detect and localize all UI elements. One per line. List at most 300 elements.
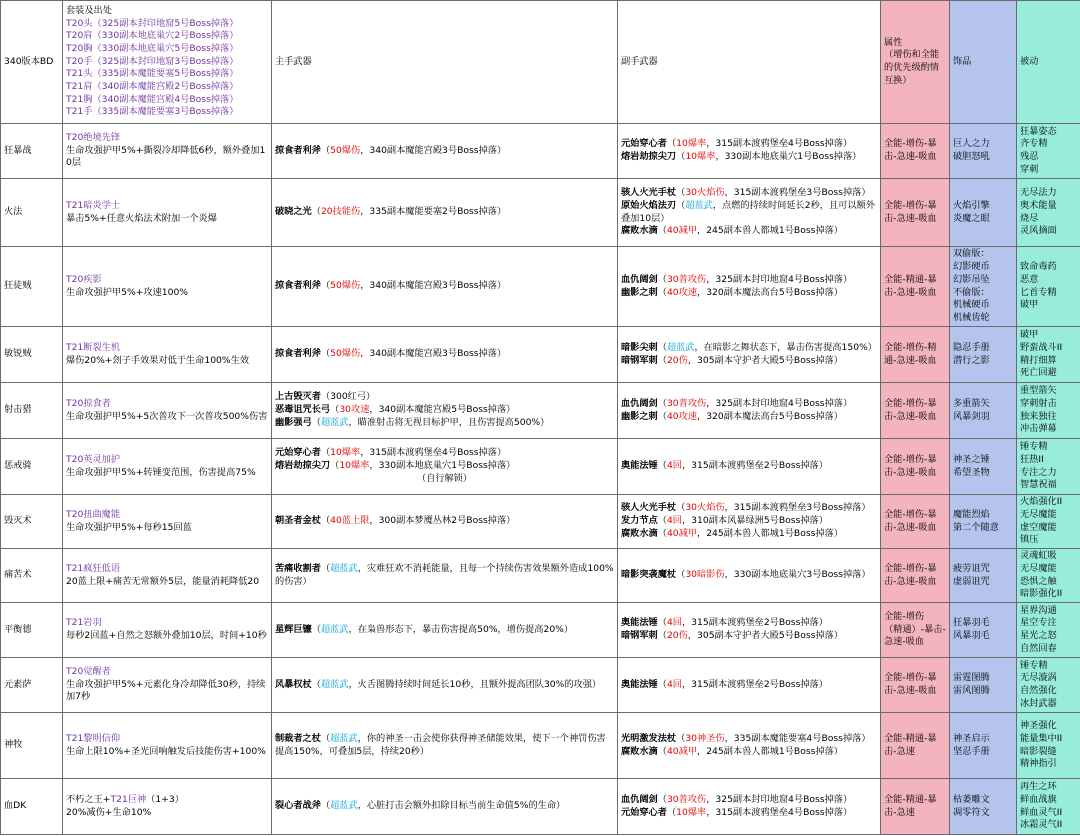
text-segment: 幽影之刺 [621,286,658,298]
class-name-cell [1,327,63,383]
text-segment: 超蓝武 [320,623,349,635]
text-segment: ，340副本魔能宫殿5号Boss掉落） [369,404,516,416]
text-segment: 20伤 [666,630,688,641]
text-segment: （ [657,286,667,298]
text-segment: 熔岩劫掠尖刀 [275,460,331,472]
trinket-cell-text: 雷霆图腾 雷风图腾 [953,672,990,696]
stats-cell-text: 全能-增伤-暴击-急速-吸血 [884,508,937,533]
text-segment: 40攻速 [666,286,698,298]
stats-cell [881,383,950,439]
text-segment: （ [320,800,331,812]
text-segment: （ [311,416,321,428]
text-line [66,355,268,368]
text-line [621,569,877,582]
off-weapon-cell [618,658,881,713]
text-line [621,515,877,528]
set-cell [63,658,272,713]
class-name-cell [1,247,63,327]
main-weapon-cell [272,658,618,713]
text-segment: （ [657,341,667,353]
class-row [1,383,1080,439]
text-segment: T20扭曲魔能 [66,508,121,520]
class-name-cell-text: 元素萨 [4,678,32,690]
text-segment: （ [676,199,686,211]
text-segment: 50爆伤 [330,144,361,156]
text-segment: 暗钢军刺 [621,354,658,366]
text-segment: 50爆伤 [330,280,361,292]
text-line [621,274,877,287]
text-segment: ，315副本渡鸦堡垒4号Boss掉落） [706,806,853,818]
text-segment: 4回 [666,515,682,527]
text-line [66,200,268,213]
text-line [66,746,268,759]
set-cell [63,549,272,603]
text-line [275,145,614,158]
text-segment: ，330副本地底巢穴3号Boss掉落） [724,569,871,581]
text-line [621,460,877,473]
trinket-cell-text: 多重箭矢 风暴剑羽 [953,397,990,422]
text-segment: （ [657,617,667,629]
text-segment: （ [330,460,340,472]
stats-cell-text: 全能-精通-暴击-急速 [884,732,937,757]
text-segment: （ [657,527,667,539]
header-main-weapon-cell [272,1,618,124]
passive-cell-text: 致命毒药 恶意 匕首专精 破甲 [1020,261,1057,311]
passive-cell-text: 破甲 野蛮战斗II 精打细算 死亡回避 [1020,329,1063,379]
text-segment: （ [320,280,331,292]
stats-cell [881,549,950,603]
text-segment: 超蓝武 [666,341,695,353]
class-name-cell [1,495,63,549]
text-line [66,794,268,807]
text-segment: 生命攻强护甲5%+5次普攻下一次普攻500%伤害 [66,410,268,422]
text-segment: （ [657,273,667,285]
trinket-cell-text: 火焰引擎 炎魔之眼 [953,199,990,224]
text-segment: （ [657,225,667,237]
text-segment: 4回 [666,617,682,629]
class-row [1,439,1080,495]
text-segment: T21岩羽 [66,617,102,629]
text-segment: ，在暗影之舞状态下，暴击伤害提高150%） [694,341,877,353]
trinket-cell [950,603,1017,658]
text-segment: 40减甲 [666,527,698,539]
main-weapon-cell [272,495,618,549]
off-weapon-cell [618,327,881,383]
text-line [66,213,268,226]
text-segment: ，315副本渡鸦堡垒3号Boss掉落） [724,502,871,514]
class-name-cell [1,549,63,603]
text-segment: T20疾影 [66,273,102,285]
set-source-line: T20手（325副本封印地窟3号Boss掉落） [66,55,239,67]
text-segment: （ [311,206,321,218]
text-line [66,679,268,704]
text-segment: （ [330,404,340,416]
class-row [1,779,1080,835]
set-source-line: T20头（325副本封印地窟5号Boss掉落） [66,17,239,29]
text-segment: ，320副本魔法高台5号Boss掉落） [697,410,843,422]
trinket-cell [950,549,1017,603]
set-cell [63,327,272,383]
passive-cell [1017,179,1080,247]
text-segment: 腐败水滴 [621,745,658,757]
passive-cell [1017,383,1080,439]
header-set-cell [63,1,272,124]
text-segment: 熔岩劫掠尖刀 [621,151,677,162]
text-line [621,794,877,807]
text-segment: 星辉巨镰 [275,623,312,635]
text-segment: 发力节点 [621,515,658,527]
text-segment: 50爆伤 [330,348,361,360]
text-segment: ，315副本渡鸦堡垒2号Boss掉落） [681,460,828,472]
text-line [275,404,614,417]
text-segment: 超蓝武 [330,800,358,812]
text-segment: ，320副本魔法高台5号Boss掉落） [697,286,843,298]
passive-cell [1017,247,1080,327]
stats-cell [881,495,950,549]
header-off-weapon-cell [618,1,881,124]
class-name-cell-text: 敏锐贼 [4,348,32,360]
text-line [66,576,268,589]
text-segment: T20觉醒者 [66,665,111,677]
text-segment: 生命攻强护甲5%+撕裂冷却降低6秒，额外叠加10层 [66,144,266,169]
passive-cell-text: 星界沟通 星空专注 星光之怒 自然回春 [1020,604,1057,654]
text-segment: T20掠食者 [66,397,111,409]
main-weapon-cell [272,549,618,603]
text-segment: ，335副本魔能要塞4号Boss掉落） [724,732,871,744]
text-line [621,225,877,238]
passive-cell [1017,603,1080,658]
trinket-cell-text: 枯萎雕文 凋零符文 [953,793,990,818]
passive-cell-text: 重型箭矢 穿刺射击 独来独往 冲击弹幕 [1020,385,1057,435]
trinket-cell-text: 隐忍手册 潜行之影 [953,341,990,366]
text-segment: 10爆率 [330,447,361,459]
text-segment: 暗钢军刺 [621,630,658,641]
text-line [66,522,268,535]
main-weapon-header: 主手武器 [275,55,312,67]
text-segment: 破晓之光 [275,206,312,218]
class-name-cell [1,124,63,179]
set-column-title: 套装及出处 [66,4,112,16]
passive-cell-text: 灵魂虹吸 无尽魔能 恐惧之触 暗影强化II [1020,550,1063,600]
text-segment: 每秒2回蓝+自然之怒额外叠加10层，时间+10秒 [66,630,267,641]
class-row [1,124,1080,179]
main-weapon-cell [272,439,618,495]
class-name-cell-text: 火法 [4,206,23,218]
text-segment: （ [676,732,686,744]
text-segment: （300红弓） [320,391,376,403]
off-weapon-cell [618,247,881,327]
stats-cell-text: 全能-增伤 （精通）-暴击-急速-吸血 [884,610,946,648]
stats-cell [881,439,950,495]
stats-cell [881,603,950,658]
passive-cell [1017,495,1080,549]
text-segment: 上古毁灭者 [275,391,321,403]
text-segment: 制裁者之杖 [275,732,321,744]
text-segment: ，310副本风暴绿洲5号Boss掉落） [681,515,828,527]
text-line [66,467,268,480]
main-weapon-cell [272,713,618,779]
text-segment: ，315副本渡鸦堡垒4号Boss掉落） [360,447,507,459]
trinket-cell [950,658,1017,713]
passive-cell [1017,439,1080,495]
set-cell [63,713,272,779]
text-segment: 20蓝上限+痛苦无常额外5层，能量消耗降低20 [66,575,260,587]
text-segment: T21巨神 [110,793,147,805]
stats-cell [881,658,950,713]
text-line [275,515,614,528]
class-name-cell [1,658,63,713]
text-line [275,280,614,293]
text-line [621,187,877,200]
text-segment: 恶毒诅咒长弓 [275,404,331,416]
trinket-cell-text: 巨人之力 破胆怒吼 [953,138,990,162]
off-weapon-cell [618,603,881,658]
text-segment: 30火焰伤 [685,187,725,199]
text-segment: 30暗影伤 [685,569,725,581]
text-segment: 幽影之刺 [621,410,658,422]
trinket-cell [950,327,1017,383]
text-line [275,624,614,637]
trinket-cell [950,439,1017,495]
text-line [621,733,877,746]
text-segment: 超蓝武 [320,678,349,690]
text-segment: （ [657,354,667,366]
text-line [621,342,877,355]
text-segment: 30神圣伤 [685,732,725,744]
text-line [621,200,877,225]
text-segment: 生命攻强护甲5%+元素化身冷却降低30秒，持续加7秒 [66,678,266,703]
text-line [275,460,614,473]
text-line [621,138,877,151]
text-segment: ，340副本魔能宫殿3号Boss掉落） [360,144,507,156]
main-weapon-cell [272,603,618,658]
text-line [66,398,268,411]
text-segment: （ [320,447,331,459]
text-segment: ，315副本渡鸦堡垒2号Boss掉落） [681,678,828,690]
text-segment: （ [320,144,331,156]
text-segment: （ [676,151,686,162]
off-weapon-header: 副手武器 [621,55,658,67]
text-segment: 奥能法锤 [621,617,658,629]
text-line [275,391,614,404]
text-segment: （ [657,630,667,641]
text-segment: 40蓝上限 [330,515,370,527]
stats-cell [881,247,950,327]
passive-header: 被动 [1020,55,1039,67]
text-line [621,411,877,424]
passive-cell-text: 狂暴姿态 齐专精 残忍 穿刺 [1020,125,1057,175]
text-segment: （ [657,793,667,805]
text-segment: 10爆率 [685,151,716,162]
set-source-line: T20胸（330副本地底巢穴5号Boss掉落） [66,42,239,54]
stats-cell-text: 全能-精通-暴击-急速-吸血 [884,273,937,298]
text-segment: 元始穿心者 [621,806,667,818]
passive-cell [1017,658,1080,713]
set-source-line: T21手（335副本魔能要塞3号Boss掉落） [66,106,239,118]
main-weapon-cell [272,779,618,835]
text-segment: 奥能法锤 [621,460,658,472]
text-line [66,509,268,522]
text-line [621,746,877,759]
text-segment: （ [320,562,331,574]
class-name-cell-text: 狂徒贼 [4,280,32,292]
passive-cell-text: 锤专精 狂热II 专注之力 智慧祝福 [1020,441,1057,491]
stats-cell-text: 全能-增伤-暴击-急速-吸血 [884,453,937,478]
text-line [621,617,877,630]
text-line [66,630,268,643]
text-segment: ，340副本魔能宫殿3号Boss掉落） [360,280,507,292]
text-segment: 朝圣者金杖 [275,515,321,527]
set-cell [63,124,272,179]
class-name-cell-text: 毁灭术 [4,515,32,527]
trinket-cell [950,383,1017,439]
text-line [275,417,614,430]
text-segment: ，315副本渡鸦堡垒4号Boss掉落） [706,138,853,150]
set-cell [63,495,272,549]
stats-cell [881,327,950,383]
text-line [621,398,877,411]
text-line [66,342,268,355]
text-line [66,287,268,300]
text-segment: ，245副本兽人都城1号Boss掉落） [697,527,843,539]
text-segment: 元始穿心者 [275,447,321,459]
text-segment: （ [657,678,667,690]
text-segment: 爆伤20%+刽子手效果对低于生命100%生效 [66,354,250,366]
text-segment: （ [657,515,667,527]
header-stats-cell [881,1,950,124]
set-cell [63,439,272,495]
text-segment: 20伤 [666,354,688,366]
text-segment: 暗影突袭魔杖 [621,569,677,581]
text-segment: T21断裂生机 [66,341,121,353]
off-weapon-cell [618,713,881,779]
set-cell [63,779,272,835]
passive-cell [1017,713,1080,779]
text-segment: 30火焰伤 [685,502,725,514]
text-segment: （ [676,502,686,514]
text-segment: 生命攻强护甲5%+转锤变范围，伤害提高75% [66,466,256,478]
text-segment: T20绝境先锋 [66,131,121,143]
stats-cell-text: 全能-增伤-精通-急速-吸血 [884,341,937,366]
class-name-cell-text: 惩戒骑 [4,460,32,472]
text-segment: 骇人火光手杖 [621,187,677,199]
text-segment: 不朽之王+ [66,793,111,805]
class-row [1,327,1080,383]
passive-cell [1017,124,1080,179]
main-weapon-cell [272,327,618,383]
text-segment: （ [666,806,677,818]
trinket-cell-text: 神圣之锤 希望圣物 [953,453,990,478]
text-segment: 30普攻伤 [666,273,707,285]
text-line [66,617,268,630]
text-segment: （ [311,678,321,690]
passive-cell-text: 无尽法力 奥术能量 烧尽 灵风摘面 [1020,187,1057,237]
text-segment: ，325副本封印地窟4号Boss掉落） [706,793,853,805]
class-name-cell [1,383,63,439]
text-segment: 生命上限10%+圣光回响触发后技能伤害+100% [66,745,266,757]
trinket-cell-text: 狂暴羽毛 风暴羽毛 [953,617,990,641]
text-segment: 暗影尖刺 [621,341,658,353]
text-segment: （ [657,745,667,757]
text-segment: 腐败水滴 [621,527,658,539]
text-segment: 10爆率 [339,460,370,472]
text-line [621,679,877,692]
passive-cell-text: 神圣强化 能量集中II 暗影裂缝 精神指引 [1020,720,1063,770]
set-cell [63,603,272,658]
text-segment: 40减甲 [666,745,698,757]
class-row [1,179,1080,247]
text-segment: ，315副本渡鸦堡垒3号Boss掉落） [724,187,871,199]
trinket-cell-text: 魔能烈焰 第二个随意 [953,508,999,533]
text-segment: 4回 [666,678,682,690]
text-segment: 掠食者利斧 [275,348,321,360]
stats-cell-text: 全能-增伤-暴击-急速-吸血 [884,138,937,162]
text-segment: ，325副本封印地窟4号Boss掉落） [706,273,853,285]
header-trinket-cell [950,1,1017,124]
set-cell [63,247,272,327]
set-source-list [66,18,268,120]
stats-cell-text: 全能-增伤-暴击-急速-吸血 [884,562,937,587]
text-line [275,348,614,361]
stats-cell-text: 全能-精通-暴击-急速 [884,793,937,818]
text-segment: 生命攻强护甲5%+攻速100% [66,286,189,298]
trinket-cell [950,495,1017,549]
text-segment: ，335副本魔能要塞2号Boss掉落） [360,206,507,218]
text-line [66,411,268,424]
text-segment: 30攻速 [339,404,370,416]
text-segment: （ [320,515,331,527]
passive-cell-text: 锤专精 无尽漩涡 自然强化 冰封武器 [1020,659,1057,709]
text-segment: （ [320,732,331,744]
text-segment: ，245副本兽人都城1号Boss掉落） [697,745,843,757]
class-row [1,603,1080,658]
text-line [66,666,268,679]
class-name-cell [1,603,63,658]
stats-cell-text: 全能-增伤-暴击-急速-吸血 [884,672,937,696]
text-segment: 超蓝武 [330,732,358,744]
text-segment: ，灾难狂欢不消耗能量，且每一个持续伤害效果额外造成100%的伤害） [275,562,614,587]
stats-cell [881,713,950,779]
set-cell [63,383,272,439]
text-segment: （ [320,348,331,360]
passive-cell [1017,779,1080,835]
text-segment: 原始火焰法刃 [621,199,677,211]
text-segment: 掠食者利斧 [275,280,321,292]
class-row [1,495,1080,549]
text-segment: 风暴权杖 [275,678,312,690]
text-line [66,454,268,467]
passive-cell [1017,549,1080,603]
trinket-cell [950,779,1017,835]
text-segment: （ [657,397,667,409]
trinket-cell [950,179,1017,247]
main-weapon-cell [272,124,618,179]
text-segment: ，心脏打击会额外扣除目标当前生命值5%的生命） [357,800,566,812]
off-weapon-cell [618,179,881,247]
text-segment: 苦痛收割者 [275,562,321,574]
passive-cell-text: 火焰强化II 无尽魔能 虚空魔能 镇压 [1020,496,1063,546]
off-weapon-cell [618,124,881,179]
stats-cell [881,779,950,835]
set-source-line: T21头（335副本魔能要塞5号Boss掉落） [66,68,239,80]
text-segment: T21黎明信仰 [66,732,121,744]
text-segment: （ [311,623,321,635]
stats-header: 属性 （增伤和全能的优先级酌情互换） [884,36,940,86]
class-name-cell-text: 狂暴战 [4,144,32,156]
text-segment: ，340副本魔能宫殿3号Boss掉落） [360,348,507,360]
trinket-header: 饰品 [953,55,972,67]
text-line [66,274,268,287]
